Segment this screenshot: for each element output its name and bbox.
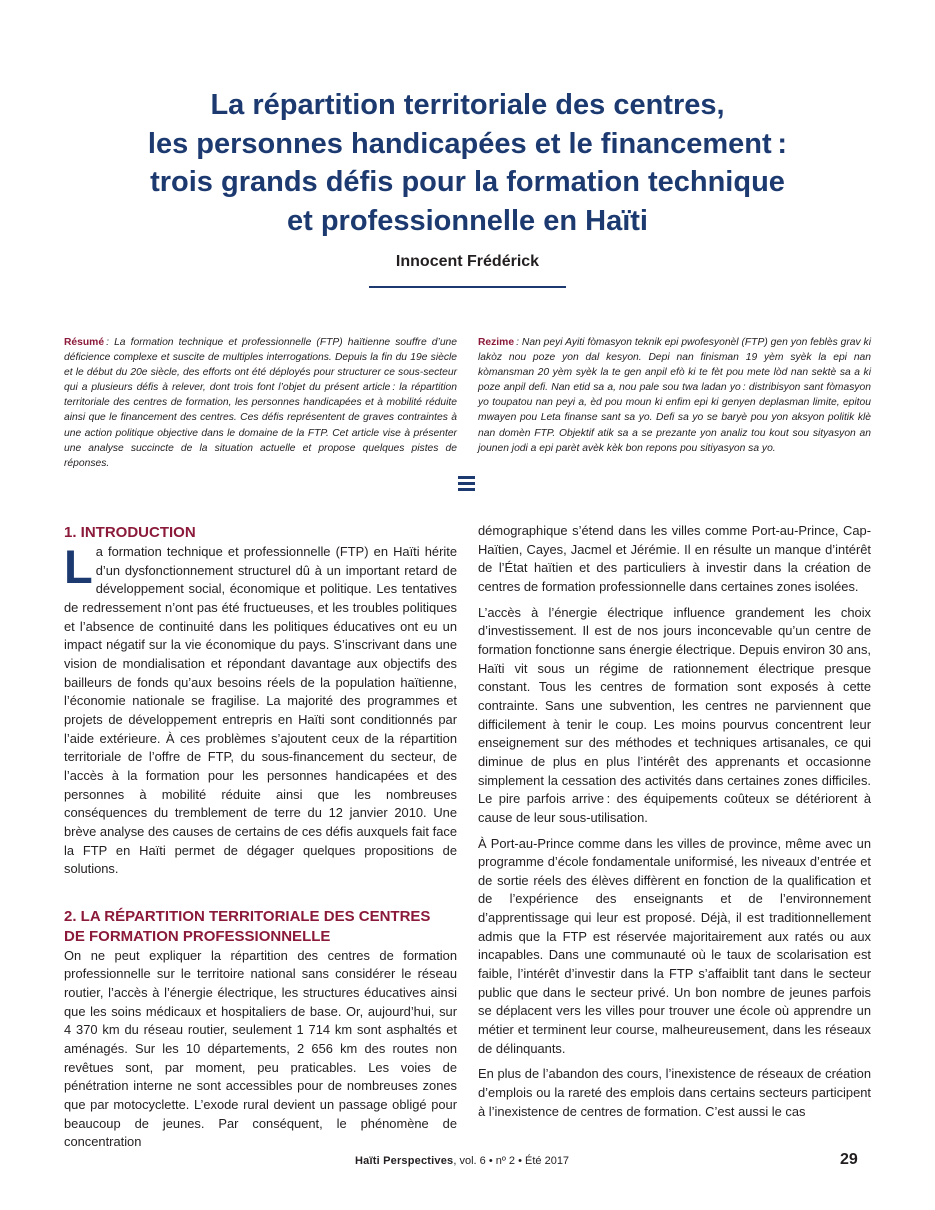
right-paragraph-3: À Port-au-Prince comme dans les villes de province, même avec un programme d’école fondamentale uniformisé, les niveaux d’entrée et de sortie réels des élèves diffèrent en fonction de la qualification et de l’expérience des enseignants et de l’environnement d’apprentissage qui leur est proposé. Déjà, il est traditionnellement admis que la FTP est réservée majoritairement aux ratés ou aux incapables. Dans une communauté où le taux de scolarisation est faible, l’intérêt d’investir dans la FTP s’affaiblit tant dans le secteur public que dans le secteur privé. Un bon nombre de jeunes parfois se déplacent vers les villes pour trouver une école où apprendre un métier et terminent leur course, malheureusement, dans les réseaux de délinquants.	[478, 835, 871, 1056]
page-number: 29	[840, 1151, 858, 1168]
introduction-paragraph	[64, 540, 457, 879]
issue-info: , vol. 6 • nº 2 • Été 2017	[453, 1155, 570, 1167]
section-2-heading-line-2: DE FORMATION PROFESSIONNELLE	[64, 927, 331, 945]
footer-citation	[355, 1155, 569, 1167]
section-2-paragraph: On ne peut expliquer la répartition des centres de formation professionnelle sur le territoire national sans considérer le réseau routier, l’accès à l’énergie électrique, les structures éducatives ainsi que les soins médicaux et hospitaliers de base. Or, aujourd’hui, sur 4 370 km du réseau routier, seulement 1 714 km sont asphaltés et aménagés. Sur les 10 départements, 2 656 km des routes non revêtues sont, par moment, peu praticables. Les voies de pénétration interne ne sont accessibles pour de nombreuses zones que par motocyclette. L’exode rural devient un passage obligé pour beaucoup de jeunes. Par conséquent, le phénomène de concentration	[64, 947, 457, 1150]
title-line-4: et professionnelle en Haïti	[287, 204, 648, 237]
drop-cap: L	[64, 540, 93, 593]
right-paragraph-1: démographique s’étend dans les villes comme Port-au-Prince, Cap-Haïtien, Cayes, Jacmel et Jérémie. Il en résulte un manque d’intérêt de l’État haïtien et des particuliers à investir dans la création de centres de formation professionnelle dans certaines zones isolées.	[478, 523, 871, 594]
left-column	[64, 523, 457, 1159]
right-paragraph-2: L’accès à l’énergie électrique influence grandement les choix d’investissement. Il est de nos jours inconcevable qu’un centre de formation fonctionne sans énergie électrique. Depuis environ 30 ans, Haïti vit sous un régime de rationnement électrique presque constant. Tous les centres de formation sont exposés à cette contrainte. Sans une subvention, les centres ne parviennent que difficilement à tenir le coup. Les moins pourvus concentrent leur enseignement sur des méthodes et techniques artisanales, ce qui diminue de plus en plus l’intérêt des apprenants et occasionne simplement la cessation des activités dans certaines zones difficiles. Le pire parfois arrive : des équipements coûteux se détériorent à cause de leur sous-utilisation.	[478, 604, 871, 825]
section-2-heading	[64, 907, 457, 947]
title-line-2: les personnes handicapées et le financement :	[147, 127, 788, 160]
journal-name: Haïti Perspectives	[355, 1155, 454, 1167]
title-line-1: La répartition territoriale des centres,	[210, 89, 725, 121]
right-column	[478, 522, 871, 1128]
abstract-french-label: Résumé	[64, 337, 105, 348]
section-2-heading-line-1: 2. LA RÉPARTITION TERRITORIALE DES CENTRES	[64, 907, 431, 925]
author-divider	[369, 286, 566, 288]
abstract-creole-label: Rezime	[478, 337, 515, 348]
article-title	[60, 86, 875, 240]
abstract-creole	[478, 335, 871, 456]
menu-icon	[458, 476, 475, 491]
abstract-french-text: : La formation technique et professionnelle (FTP) haïtienne souffre d’une déficience complexe et suscite de multiples interrogations. Depuis la fin du 19e siècle et le début du 20e siècle, des efforts ont été déployés pour structurer ce sous-secteur qui a plusieurs défis à relever, dont trois font l’objet du présent article : la répartition territoriale des centres de formation, les personnes handicapées et à mobilité réduite ainsi que le financement des centres. Ces défis représentent de graves contraintes à une action politique objective dans le domaine de la FTP. Cet article vise à présenter une analyse succincte de la situation actuelle et propose quelques pistes de réponses.	[64, 337, 457, 469]
introduction-text: a formation technique et professionnelle (FTP) en Haïti hérite d’un dysfonctionnement structurel dû à un important retard de développement social, économique et politique. Les tentatives de redressement n’ont pas été fructueuses, et les troubles politiques et l’absence de continuité dans les politiques éducatives ont eu un impact négatif sur la vie économique du pays. S’inscrivant dans une vision de mondialisation et répondant davantage aux objectifs des bailleurs de fonds qu’aux besoins réels de la population haïtienne, l’économie nationale se fragilise. La majorité des programmes et projets de développement entrepris en Haïti sont conditionnés par l’aide extérieure. À ces problèmes s’ajoutent ceux de la répartition territoriale de l’offre de FTP, du sous-financement du secteur, de l’accès à la formation pour les personnes handicapées et des personnes à mobilité réduite ainsi que les nombreuses conséquences du tremblement de terre du 12 janvier 2010. Une brève analyse des causes de certains de ces défis auxquels fait face la FTP en Haïti permet de dégager quelques propositions de solutions.	[64, 544, 457, 877]
author-name: Innocent Frédérick	[395, 253, 540, 270]
abstract-french	[64, 335, 457, 471]
abstract-creole-text: : Nan peyi Ayiti fòmasyon teknik epi pwofesyonèl (FTP) gen yon feblès grav ki lakòz nou poze yon dal kesyon. Depi nan finisman 19 yèm syèk la epi nan kòmansman 20 yèm syèk la te gen anpil efò ki te fèt pou mete lòd nan sektè sa a ki poze anpil defi. Nan etid sa a, nou pale sou twa ladan yo : distribisyon sant fòmasyon yo toupatou nan peyi a, èd pou moun ki enfim epi ki genyen deplasman limite, epitou mwayen pou Leta finanse sant sa yo. Defi sa yo se baryè pou yon aksyon politik klè nan domèn FTP. Objektif atik sa a se prezante yon analiz tou kout sou sityasyon an jounen jodi a epi parèt avèk kèk bon repons pou sitiyasyon sa yo.	[478, 337, 871, 454]
title-line-3: trois grands défis pour la formation technique	[150, 166, 785, 198]
section-1-heading: 1. INTRODUCTION	[64, 524, 196, 541]
right-paragraph-4: En plus de l’abandon des cours, l’inexistence de réseaux de création d’emplois ou la rareté des emplois dans certains secteurs participent à l’inexistence de centres de formation. C’est aussi le cas	[478, 1066, 871, 1119]
